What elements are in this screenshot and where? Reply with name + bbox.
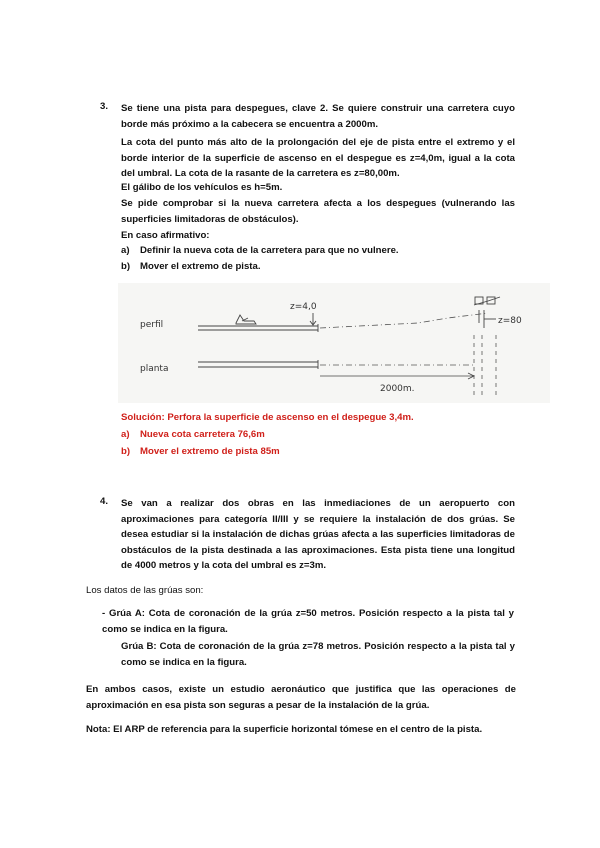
sketch-label-plan: planta [140,364,169,374]
q3-statement-line-2: La cota del punto más alto de la prolongación del eje de pista entre el extremo y el borde interior de la superficie de ascenso en el despegue es z=4,0m, igual a la cota del umbral. La cota de la rasante de la carretera es z=80,00m. [121,137,515,180]
q4-cranes-intro: Los datos de las grúas son: [86,585,204,596]
sketch-label-profile: perfil [140,320,164,330]
sketch-label-distance: 2000m. [380,384,415,394]
q3-statement-line-5: En caso afirmativo: [121,230,210,241]
profile-centerline-extension [320,313,488,328]
q3-solution-a-text: Nueva cota carretera 76,6m [140,429,265,440]
q4-statement: Se van a realizar dos obras en las inmediaciones de un aeropuerto con aproximaciones para categoría II/III y se requiere la instalación de dos grúas. Se desea estudiar si la instalación de dichas grúas afecta a las superficies limitadoras de obstáculos de la pista destinada a las aproximaciones. Esta pista tiene una longitud de 4000 metros y la cota del umbral es z=3m. [121,498,515,572]
profile-runway [198,324,318,332]
q3-task-b-text: Mover el extremo de pista. [140,261,261,272]
runway-sketch [118,283,550,403]
q3-statement-line-4: Se pide comprobar si la nueva carretera afecta a los despegues (vulnerando las superficies limitadoras de obstáculos). [121,198,515,225]
q4-crane-b: Grúa B: Cota de coronación de la grúa z=78 metros. Posición respecto a la pista tal y como se indica en la figura. [121,641,515,668]
q4-note: Nota: El ARP de referencia para la superficie horizontal tómese en el centro de la pista. [86,724,483,735]
q3-solution-headline: Solución: Perfora la superficie de ascenso en el despegue 3,4m. [121,412,414,423]
q4-study: En ambos casos, existe un estudio aeronáutico que justifica que las operaciones de aproximación en esa pista son seguras a pesar de la instalación de la grúa. [86,684,516,711]
q3-solution-b-text: Mover el extremo de pista 85m [140,446,280,457]
plan-road [474,335,496,395]
q3-task-a-label: a) [121,245,130,256]
sketch-label-z-runway: z=4,0 [290,302,317,312]
q3-solution-b-label: b) [121,446,131,457]
z-runway-arrow [310,313,316,325]
question-3-number: 3. [100,101,109,112]
road-profile [474,297,500,328]
q3-statement-line-1: Se tiene una pista para despegues, clave 2. Se quiere construir una carretera cuyo borde más próximo a la cabecera se encuentra a 2000m. [121,103,515,130]
q3-task-b-label: b) [121,261,131,272]
q3-statement-line-3: El gálibo de los vehículos es h=5m. [121,182,283,193]
sketch-label-z-road: z=80 [498,316,522,326]
question-4-number: 4. [100,496,109,507]
q3-task-a-text: Definir la nueva cota de la carretera para que no vulnere. [140,245,399,256]
q3-solution-a-label: a) [121,429,130,440]
plan-runway [198,360,318,369]
q4-crane-a: - Grúa A: Cota de coronación de la grúa z=50 metros. Posición respecto a la pista tal y como se indica en la figura. [102,608,514,635]
distance-dimension [320,373,474,379]
airplane-icon [236,315,256,324]
